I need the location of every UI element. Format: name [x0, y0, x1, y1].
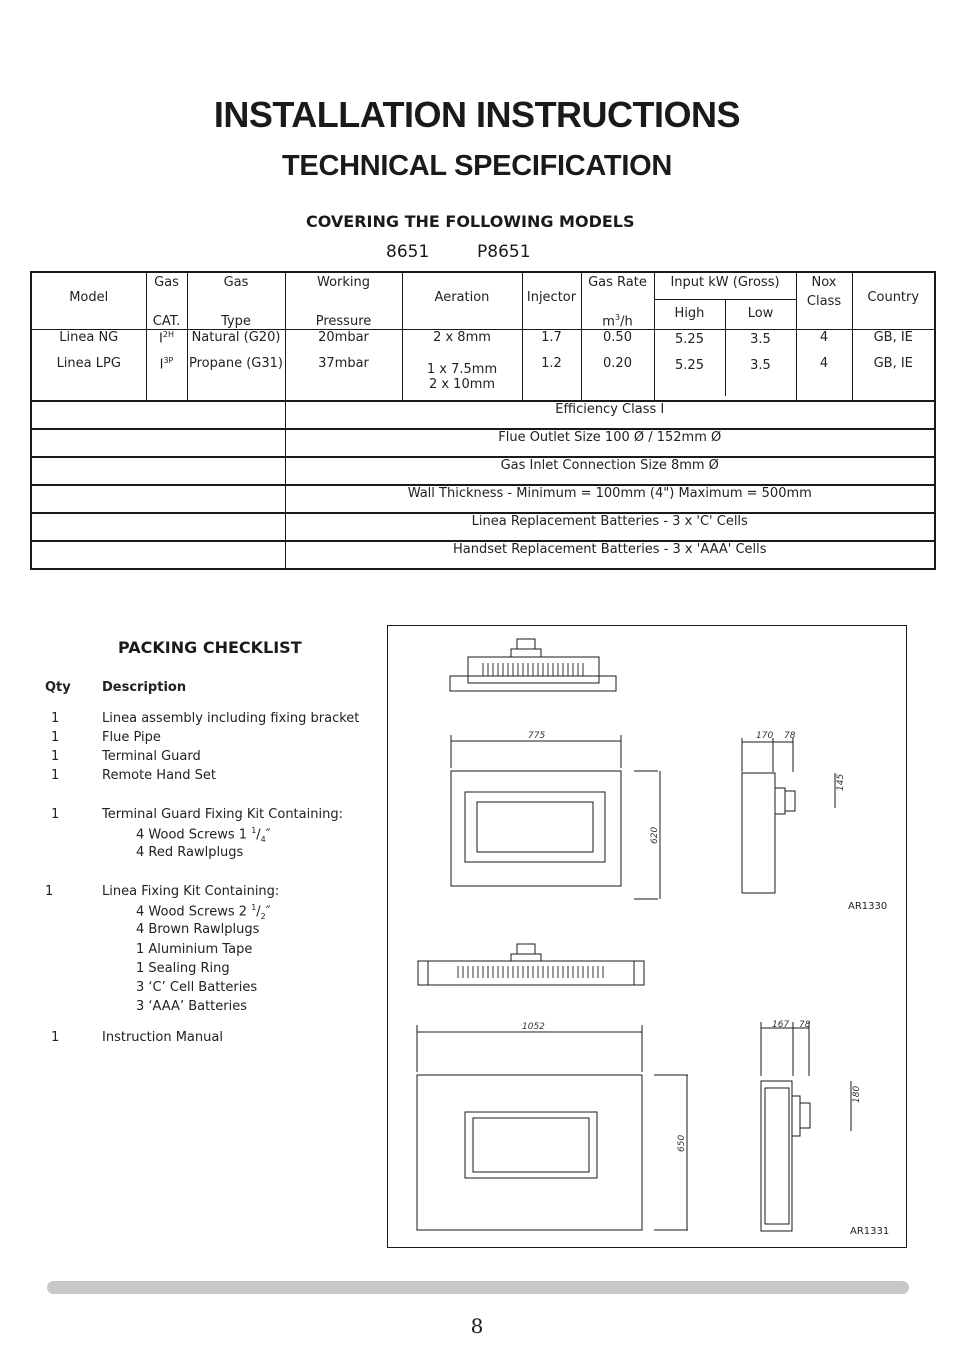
spec-row — [31, 401, 935, 429]
list-subitem: 4 Brown Rawlplugs — [136, 922, 260, 937]
section-title: TECHNICAL SPECIFICATION — [282, 150, 672, 182]
col-gas-cat-bottom: CAT. — [152, 314, 181, 329]
dim-170: 170 — [756, 731, 774, 741]
table-header-row — [31, 272, 935, 330]
technical-spec-table — [30, 271, 936, 570]
cell-aeration: 2 x 8mm — [402, 330, 522, 357]
list-item: Instruction Manual — [102, 1030, 223, 1045]
cell-model: Linea LPG — [31, 356, 146, 401]
spec-row — [31, 513, 935, 541]
col-gas-rate-unit: $m^3/h$ — [602, 312, 633, 329]
dim-650: 650 — [677, 1134, 687, 1152]
spec-handset-batteries: Handset Replacement Batteries - 3 x 'AAA' Cells — [285, 541, 935, 569]
col-pressure-bottom: Pressure — [315, 314, 372, 329]
cell-pressure: 37mbar — [285, 356, 402, 401]
list-item-qty: 1 — [51, 711, 60, 726]
dim-775: 775 — [528, 731, 546, 741]
col-gas-rate-top: Gas Rate — [588, 275, 647, 290]
flue-spigot-top — [517, 639, 535, 649]
spec-wall-thickness: Wall Thickness - Minimum = 100mm (4") Maximum = 500mm — [285, 485, 935, 513]
list-item: Linea Fixing Kit Containing: — [102, 884, 280, 899]
list-item-qty: 1 — [51, 807, 60, 822]
drawing-ref-ar1331: AR1331 — [850, 1226, 890, 1237]
qty-header: Qty — [45, 680, 71, 695]
col-gas-cat-top: Gas — [154, 275, 179, 290]
list-subitem: 1 Aluminium Tape — [136, 942, 253, 957]
dim-167: 167 — [772, 1020, 790, 1030]
front-view-p8651 — [417, 1075, 642, 1230]
col-country: Country — [867, 290, 920, 305]
cell-injector: 1.7 — [522, 330, 581, 357]
spec-row — [31, 485, 935, 513]
dim-78b: 78 — [799, 1020, 811, 1030]
list-item-qty: 1 — [51, 730, 60, 745]
dim-620: 620 — [650, 826, 660, 844]
cell-cat: $I^{2H}$ — [146, 330, 187, 357]
cell-aeration: 1 x 7.5mm 2 x 10mm — [402, 356, 522, 401]
col-model: Model — [69, 290, 109, 305]
dim-145: 145 — [836, 773, 846, 791]
list-item-qty: 1 — [51, 1030, 60, 1045]
list-subitem: 3 ‘AAA’ Batteries — [136, 999, 248, 1014]
page-number: 8 — [470, 1314, 484, 1338]
list-subitem: 4 Wood Screws 2 $^1/_2''$ — [136, 903, 271, 921]
list-item-qty: 1 — [45, 884, 54, 899]
spec-linea-batteries: Linea Replacement Batteries - 3 x 'C' Cells — [285, 513, 935, 541]
description-header: Description — [102, 680, 187, 695]
dim-1052: 1052 — [522, 1022, 545, 1032]
drawing-ref-ar1330: AR1330 — [848, 901, 888, 912]
list-item: Terminal Guard Fixing Kit Containing: — [102, 807, 343, 822]
cell-pressure: 20mbar — [285, 330, 402, 357]
col-gas-type-top: Gas — [223, 275, 249, 290]
col-gas-type-bottom: Type — [221, 314, 251, 329]
list-item: Remote Hand Set — [102, 768, 217, 783]
table-row — [31, 356, 935, 401]
list-subitem: 3 ‘C’ Cell Batteries — [136, 980, 258, 995]
cell-gas-rate: 0.50 — [581, 330, 654, 357]
col-pressure-top: Working — [316, 275, 371, 290]
dim-180: 180 — [852, 1085, 862, 1103]
spec-row — [31, 429, 935, 457]
list-subitem: 4 Wood Screws 1 $^1/_4''$ — [136, 826, 271, 844]
col-aeration: Aeration — [434, 290, 490, 305]
cell-cat: $I^{3P}$ — [146, 356, 187, 401]
spec-efficiency: Efficiency Class I — [285, 401, 935, 429]
col-injector: Injector — [526, 290, 577, 305]
col-input-kw: Input kW (Gross) — [655, 273, 796, 300]
list-item: Linea assembly including fixing bracket — [102, 711, 360, 726]
cell-high: 5.25 — [655, 356, 726, 396]
footer-bar — [47, 1281, 909, 1294]
spec-flue-outlet: Flue Outlet Size 100 Ø / 152mm Ø — [285, 429, 935, 457]
cell-model: Linea NG — [59, 330, 119, 345]
technical-drawing — [388, 626, 906, 1247]
spec-row — [31, 457, 935, 485]
model-code-8651: 8651 — [386, 242, 430, 262]
list-item-qty: 1 — [51, 768, 60, 783]
col-input-low: Low — [747, 306, 774, 321]
dim-78a: 78 — [784, 731, 796, 741]
cell-low: 3.5 — [750, 358, 771, 373]
col-input-high: High — [655, 300, 726, 329]
list-item-qty: 1 — [51, 749, 60, 764]
page-title: INSTALLATION INSTRUCTIONS — [213, 94, 741, 135]
covering-models-heading: COVERING THE FOLLOWING MODELS — [306, 212, 635, 231]
list-subitem: 4 Red Rawlplugs — [136, 845, 244, 860]
list-item: Flue Pipe — [102, 730, 161, 745]
spec-gas-inlet: Gas Inlet Connection Size 8mm Ø — [285, 457, 935, 485]
model-code-p8651: P8651 — [477, 242, 531, 262]
cell-low: 3.5 — [750, 332, 771, 347]
cell-high: 5.25 — [655, 330, 726, 356]
cell-injector: 1.2 — [522, 356, 581, 401]
cell-nox: 4 — [796, 330, 852, 357]
table-row — [31, 330, 935, 357]
cell-type: Natural (G20) — [187, 330, 285, 357]
side-view-8651 — [742, 773, 775, 893]
cell-country: GB, IE — [852, 356, 935, 401]
cell-gas-rate: 0.20 — [581, 356, 654, 401]
list-subitem: 1 Sealing Ring — [136, 961, 230, 976]
side-view-p8651 — [761, 1081, 792, 1231]
flue-spigot-bottom — [517, 944, 535, 954]
packing-checklist-heading: PACKING CHECKLIST — [118, 638, 302, 657]
list-item: Terminal Guard — [102, 749, 201, 764]
dimension-drawings — [387, 625, 907, 1248]
col-nox: Nox Class — [806, 275, 842, 309]
cell-nox: 4 — [796, 356, 852, 401]
cell-type: Propane (G31) — [187, 356, 285, 401]
cell-country: GB, IE — [852, 330, 935, 357]
spec-row — [31, 541, 935, 569]
